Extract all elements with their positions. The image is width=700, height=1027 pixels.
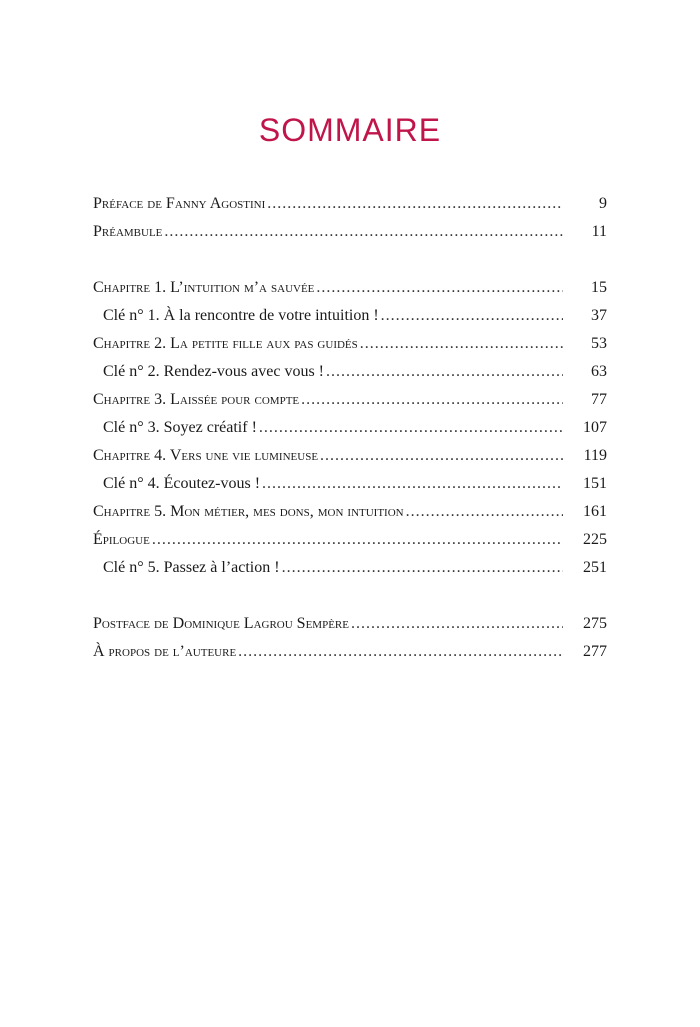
dot-leader (152, 526, 563, 554)
dot-leader (262, 470, 563, 498)
toc-entry-page: 63 (591, 363, 607, 380)
toc-entry-preambule[interactable] (93, 218, 607, 246)
toc-entry-cle-5[interactable] (93, 554, 607, 582)
toc-entry-chapter-3[interactable] (93, 386, 607, 414)
toc-entry-label: Clé n° 2. Rendez-vous avec vous ! (103, 363, 325, 380)
toc-entry-label: Préambule (93, 223, 163, 240)
toc-entry-label: Chapitre 5. Mon métier, mes dons, mon intuition (93, 503, 404, 520)
toc-entry-label: Postface de Dominique Lagrou Sempère (93, 615, 349, 632)
toc-entry-chapter-5[interactable] (93, 498, 607, 526)
dot-leader (316, 274, 563, 302)
dot-leader (238, 638, 563, 666)
toc-entry-page: 161 (583, 503, 607, 520)
toc-entry-page: 15 (591, 279, 607, 296)
toc-entry-label: Chapitre 1. L’intuition m’a sauvée (93, 279, 315, 296)
toc-entry-label: Chapitre 4. Vers une vie lumineuse (93, 447, 319, 464)
dot-leader (326, 358, 563, 386)
toc-entry-page: 277 (583, 643, 607, 660)
toc-entry-page: 37 (591, 307, 607, 324)
toc-entry-page: 225 (583, 531, 607, 548)
toc-entry-label: Clé n° 4. Écoutez-vous ! (103, 475, 261, 492)
toc-entry-cle-3[interactable] (93, 414, 607, 442)
section-spacer (93, 582, 607, 610)
dot-leader (267, 190, 563, 218)
dot-leader (351, 610, 563, 638)
toc-entry-label: Chapitre 3. Laissée pour compte (93, 391, 300, 408)
toc-entry-label: Clé n° 1. À la rencontre de votre intuition ! (103, 307, 379, 324)
toc-entry-label: Préface de Fanny Agostini (93, 195, 266, 212)
toc-entry-label: Clé n° 3. Soyez créatif ! (103, 419, 257, 436)
toc-entry-page: 107 (583, 419, 607, 436)
toc-entry-cle-4[interactable] (93, 470, 607, 498)
toc-entry-epilogue[interactable] (93, 526, 607, 554)
toc-entry-page: 77 (591, 391, 607, 408)
toc-entry-page: 151 (583, 475, 607, 492)
dot-leader (301, 386, 563, 414)
toc-entry-chapter-4[interactable] (93, 442, 607, 470)
toc-entry-chapter-2[interactable] (93, 330, 607, 358)
toc-entry-label: À propos de l’auteure (93, 643, 237, 660)
toc-entry-about-author[interactable] (93, 638, 607, 666)
page-title: SOMMAIRE (258, 112, 442, 148)
toc-entry-page: 53 (591, 335, 607, 352)
toc-entry-cle-2[interactable] (93, 358, 607, 386)
toc-entry-page: 9 (599, 195, 607, 212)
toc-entry-preface[interactable] (93, 190, 607, 218)
dot-leader (381, 302, 563, 330)
toc-entry-label: Clé n° 5. Passez à l’action ! (103, 559, 280, 576)
toc-entry-page: 251 (583, 559, 607, 576)
dot-leader (406, 498, 563, 526)
dot-leader (320, 442, 563, 470)
toc-entry-label: Chapitre 2. La petite fille aux pas guidés (93, 335, 358, 352)
dot-leader (259, 414, 563, 442)
toc-entry-page: 11 (591, 223, 607, 240)
toc-entry-page: 119 (583, 447, 607, 464)
dot-leader (282, 554, 563, 582)
dot-leader (360, 330, 563, 358)
toc-entry-postface[interactable] (93, 610, 607, 638)
toc-entry-chapter-1[interactable] (93, 274, 607, 302)
table-of-contents (93, 190, 607, 666)
section-spacer (93, 246, 607, 274)
dot-leader (164, 218, 563, 246)
toc-entry-label: Épilogue (93, 531, 150, 548)
toc-entry-page: 275 (583, 615, 607, 632)
toc-entry-cle-1[interactable] (93, 302, 607, 330)
